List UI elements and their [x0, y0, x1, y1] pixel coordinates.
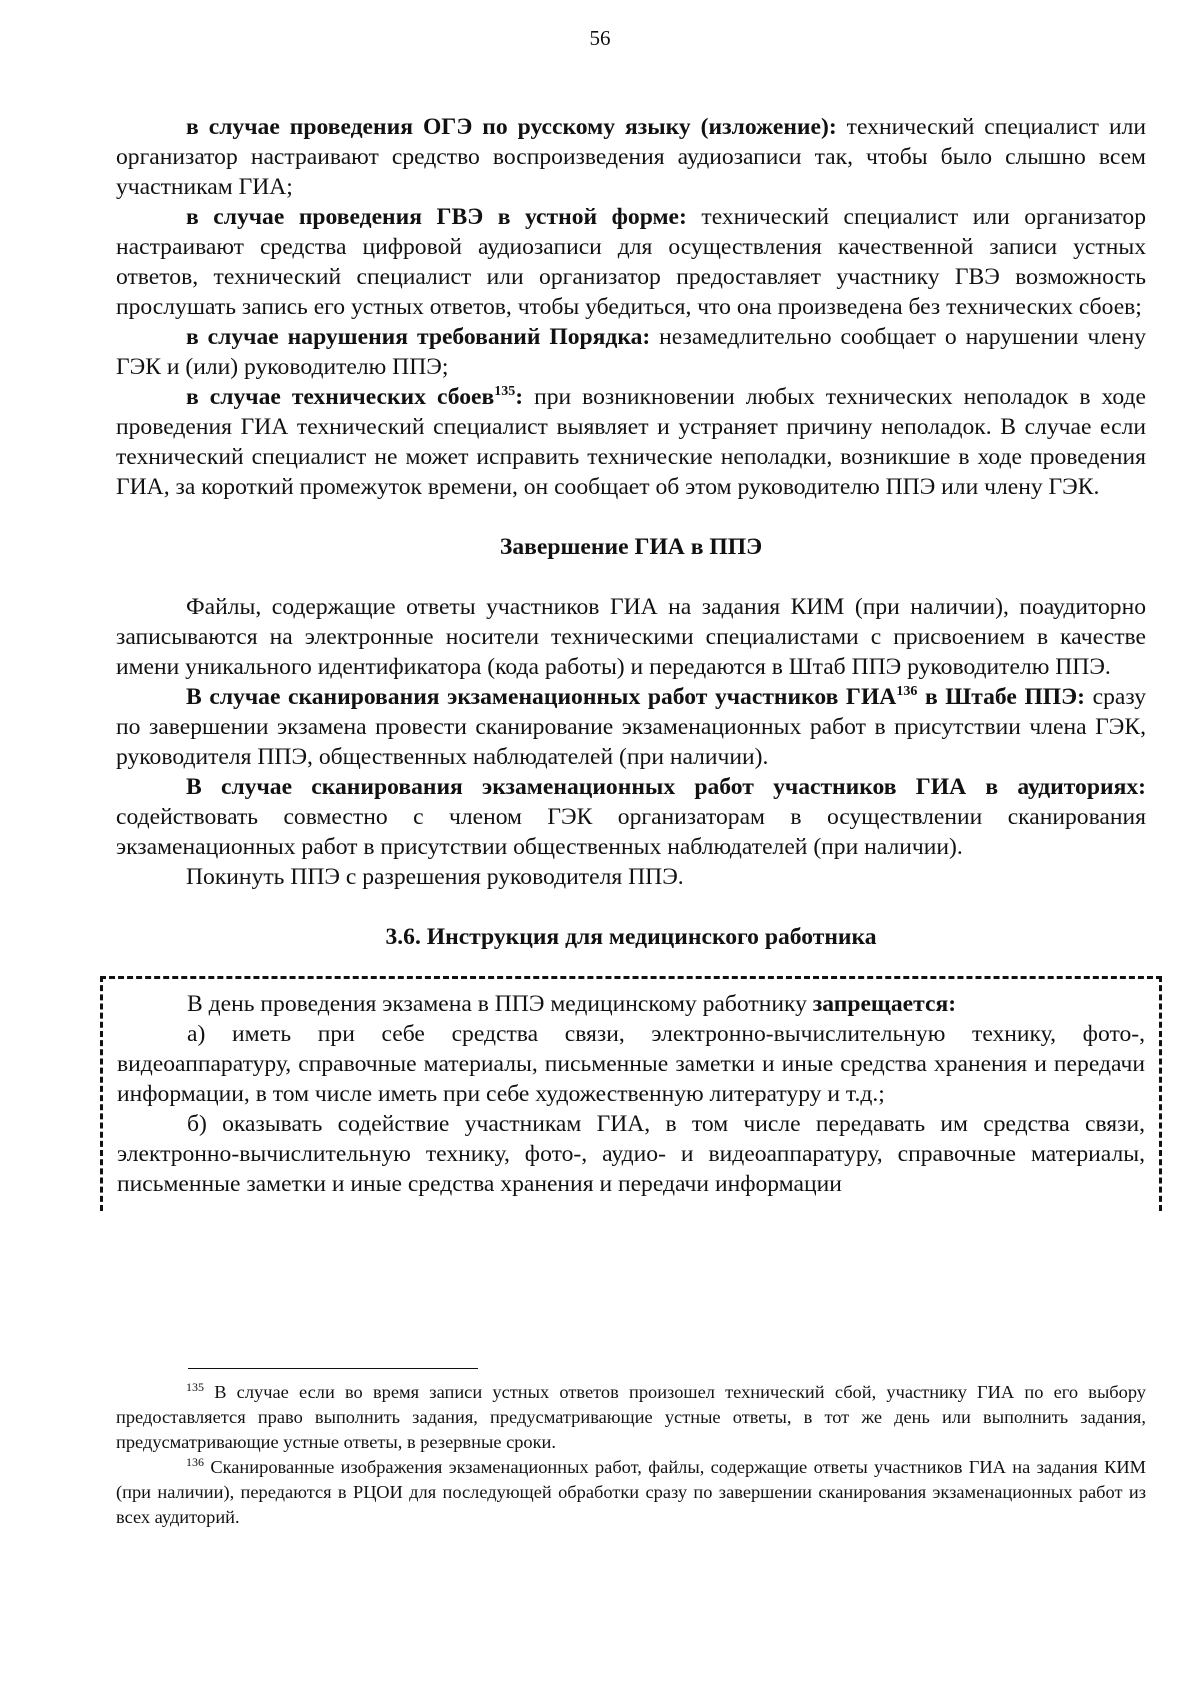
footnote-number: 136 — [186, 1454, 204, 1469]
page-number: 56 — [589, 26, 611, 50]
paragraph-scanning-hq — [116, 682, 1146, 772]
footnote-ref-135[interactable]: 135 — [494, 384, 516, 400]
section-heading-medical: 3.6. Инструкция для медицинского работника — [385, 924, 877, 950]
paragraph-technical-failures — [116, 382, 1146, 502]
paragraph-text: В день проведения экзамена в ППЭ медицинскому работнику — [187, 991, 813, 1017]
paragraph-text: при возникновении любых технических неполадок в ходе проведения ГИА технический специалист выявляет и устраняет причину неполадок. В случае если технический специалист не может исправить технические неполадки, возникшие в ходе проведения ГИА, за короткий промежуток времени, он сообщает об этом руководителю ППЭ или члену ГЭК. — [116, 384, 1147, 500]
paragraph-lead: В случае сканирования экзаменационных работ участников ГИА в аудиториях: — [186, 774, 1146, 800]
paragraph-lead: в случае технических сбоев — [186, 384, 495, 410]
footnote-ref-136[interactable]: 136 — [896, 684, 918, 700]
footnotes — [116, 1380, 1146, 1530]
prohibitions-box — [100, 976, 1162, 1211]
footnote-136 — [116, 1455, 1146, 1530]
paragraph-lead-tail: в Штабе ППЭ: — [917, 684, 1086, 710]
paragraph-text: незамедлительно сообщает о нарушении члену ГЭК и (или) руководителю ППЭ; — [116, 324, 1146, 380]
prohibition-item-b: б) оказывать содействие участникам ГИА, в том числе передавать им средства связи, электронно-вычислительную технику, фото-, аудио- и видеоаппаратуру, справочные материалы, письменные заметки и иные средства хранения и передачи информации — [117, 1111, 1145, 1197]
prohibition-item-a: а) иметь при себе средства связи, электронно-вычислительную технику, фото-, видеоаппаратуру, справочные материалы, письменные заметки и иные средства хранения и передачи информации, в том числе иметь при себе художественную литературу и т.д.; — [117, 1021, 1145, 1107]
footnote-separator — [188, 1368, 478, 1369]
footnote-text: В случае если во время записи устных ответов произошел технический сбой, участнику ГИА по его выбору предоставляется право выполнить задания, предусматривающие устные ответы, в тот же день или выполнить задания, предусматривающие устные ответы, в резервные сроки. — [116, 1382, 1146, 1452]
paragraph-text: содействовать совместно с членом ГЭК организаторам в осуществлении сканирования экзаменационных работ в присутствии общественных наблюдателей (при наличии). — [116, 804, 1146, 860]
paragraph-lead: в случае проведения ОГЭ по русскому языку (изложение): — [186, 114, 837, 140]
paragraph-scanning-rooms — [116, 772, 1146, 862]
footnote-135 — [116, 1380, 1146, 1455]
section-heading-completion: Завершение ГИА в ППЭ — [499, 534, 763, 560]
paragraph-lead-tail: : — [515, 384, 524, 410]
paragraph-violation — [116, 322, 1146, 382]
paragraph-text: технический специалист или организатор настраивают средства цифровой аудиозаписи для осуществления качественной записи устных ответов, технический специалист или организатор предоставляет участнику ГВЭ возможность прослушать запись его устных ответов, чтобы убедиться, что она произведена без технических сбоев; — [116, 204, 1146, 320]
footnote-number: 135 — [186, 1379, 204, 1394]
paragraph-oge-russian — [116, 112, 1146, 202]
document-body — [116, 112, 1146, 1211]
paragraph-text: сразу по завершении экзамена провести сканирование экзаменационных работ в присутствии члена ГЭК, руководителя ППЭ, общественных наблюдателей (при наличии). — [116, 684, 1147, 770]
paragraph-text: технический специалист или организатор настраивают средство воспроизведения аудиозаписи так, чтобы было слышно всем участникам ГИА; — [116, 114, 1146, 200]
paragraph-gve-oral — [116, 202, 1146, 322]
prohibitions-intro — [117, 989, 1145, 1019]
paragraph-answer-files: Файлы, содержащие ответы участников ГИА на задания КИМ (при наличии), поаудиторно записываются на электронные носители техническими специалистами с присвоением в качестве имени уникального идентификатора (кода работы) и передаются в Штаб ППЭ руководителю ППЭ. — [116, 594, 1146, 680]
paragraph-lead: в случае нарушения требований Порядка: — [186, 324, 651, 350]
paragraph-leave-ppe: Покинуть ППЭ с разрешения руководителя ППЭ. — [186, 864, 684, 890]
paragraph-lead: В случае сканирования экзаменационных работ участников ГИА — [186, 684, 897, 710]
paragraph-lead: запрещается: — [812, 991, 957, 1017]
footnote-text: Сканированные изображения экзаменационных работ, файлы, содержащие ответы участников ГИА на задания КИМ (при наличии), передаются в РЦОИ для последующей обработки сразу по завершении сканирования экзаменационных работ из всех аудиторий. — [116, 1457, 1146, 1527]
paragraph-lead: в случае проведения ГВЭ в устной форме: — [186, 204, 687, 230]
